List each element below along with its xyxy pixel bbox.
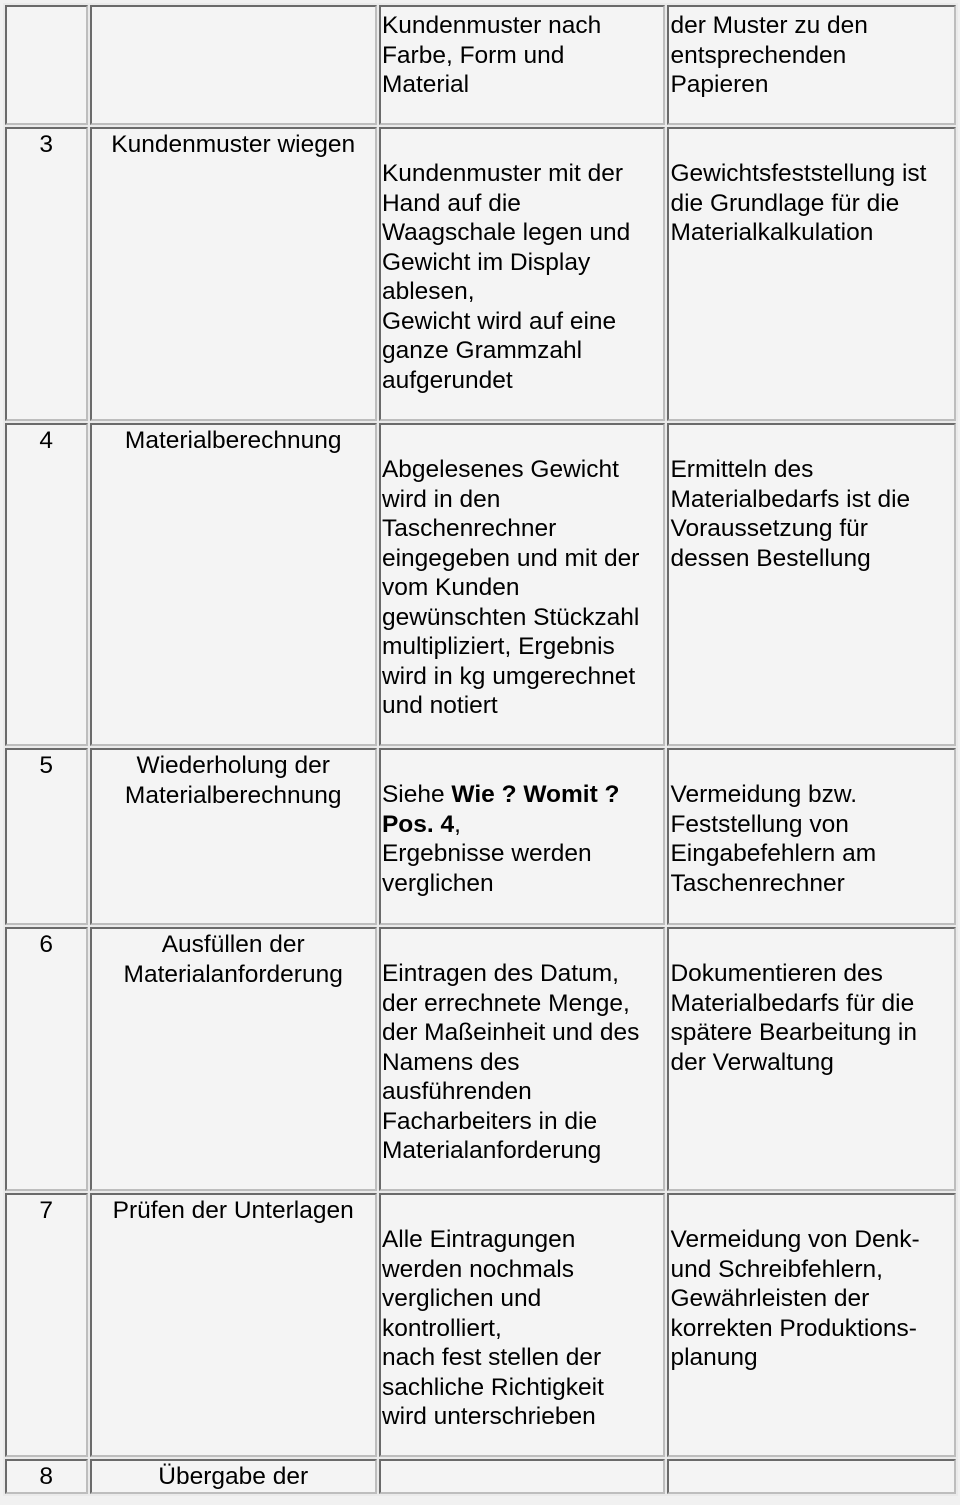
cell-line: der Muster zu den	[670, 12, 868, 39]
cell-line: Gewichtsfeststellung ist	[670, 160, 927, 187]
bold-reference: Pos. 4	[381, 810, 455, 838]
cell-line: kontrolliert,	[381, 1314, 502, 1342]
cell-line: Materialanforderung	[123, 960, 343, 988]
row-number	[5, 5, 88, 125]
how-cell	[379, 127, 666, 421]
cell-line: Materialkalkulation	[670, 219, 874, 246]
cell-line	[382, 810, 662, 840]
cell-line: wird in den	[381, 485, 501, 513]
cell-line: spätere Bearbeitung in	[670, 1019, 917, 1046]
cell-line: vom Kunden	[381, 574, 520, 601]
table-row	[5, 5, 956, 125]
cell-line: die Grundlage für die	[670, 189, 900, 217]
cell-line: und Schreibfehlern,	[670, 1255, 883, 1283]
cell-line: Feststellung von	[670, 810, 849, 838]
cell-line: Namens des	[381, 1048, 520, 1076]
cell-line: Materialanforderung	[381, 1137, 602, 1164]
cell-line: der Verwaltung	[670, 1048, 834, 1076]
cell-line: Materialbedarfs ist die	[670, 485, 911, 513]
cell-line: wird in kg umgerechnet	[381, 662, 636, 690]
step-cell	[90, 423, 377, 746]
cell-line: der errechnete Menge,	[381, 989, 630, 1017]
cell-line: Facharbeiters in die	[381, 1107, 598, 1135]
text-span: ,	[454, 810, 461, 838]
cell-line: Waagschale legen und	[381, 219, 631, 246]
cell-line: werden nochmals	[381, 1255, 574, 1283]
cell-line: wird unterschrieben	[381, 1403, 596, 1430]
why-cell	[667, 423, 956, 746]
cell-line: ausführenden	[381, 1078, 532, 1105]
step-cell	[90, 748, 377, 925]
cell-line: Kundenmuster wiegen	[111, 131, 356, 158]
step-cell	[90, 127, 377, 421]
cell-line: Übergabe der	[158, 1463, 309, 1490]
cell-line: Materialberechnung	[124, 427, 342, 454]
cell-line: Hand auf die	[381, 189, 521, 217]
cell-line: Kundenmuster mit der	[381, 160, 623, 187]
step-cell	[90, 1193, 377, 1457]
cell-line: eingegeben und mit der	[381, 544, 640, 572]
why-cell	[667, 927, 956, 1191]
cell-line: Vermeidung bzw.	[670, 781, 858, 808]
how-cell	[379, 927, 666, 1191]
cell-line: Voraussetzung für	[670, 515, 868, 542]
cell-line: Wiederholung der	[136, 752, 330, 779]
table-row	[5, 423, 956, 746]
row-number: 5	[5, 748, 88, 925]
cell-line: Dokumentieren des	[670, 960, 883, 987]
how-cell	[379, 423, 666, 746]
how-cell	[379, 5, 666, 125]
row-number: 8	[5, 1459, 88, 1494]
row-number: 7	[5, 1193, 88, 1457]
cell-line: Prüfen der Unterlagen	[112, 1197, 354, 1224]
cell-line: Papieren	[670, 71, 769, 98]
step-cell	[90, 1459, 377, 1494]
table-row	[5, 127, 956, 421]
step-cell	[90, 5, 377, 125]
cell-line: gewünschten Stückzahl	[381, 603, 640, 631]
step-cell	[90, 927, 377, 1191]
cell-line: verglichen und	[381, 1285, 542, 1312]
cell-line	[382, 780, 662, 810]
why-cell	[667, 127, 956, 421]
cell-line: entsprechenden	[670, 41, 847, 69]
cell-line: planung	[670, 1344, 758, 1371]
row-number: 4	[5, 423, 88, 746]
cell-line: Eingabefehlern am	[670, 840, 877, 867]
cell-line: Alle Eintragungen	[381, 1226, 576, 1253]
cell-line: Farbe, Form und	[381, 41, 565, 69]
cell-line: sachliche Richtigkeit	[381, 1373, 604, 1401]
cell-line: dessen Bestellung	[670, 544, 871, 572]
cell-line: Abgelesenes Gewicht	[381, 456, 619, 483]
cell-line: ablesen,	[381, 278, 475, 305]
cell-line: Vermeidung von Denk-	[670, 1226, 920, 1253]
cell-line: Ermitteln des	[670, 456, 814, 483]
cell-line: aufgerundet	[381, 366, 513, 394]
cell-line: Materialbedarfs für die	[670, 989, 915, 1017]
cell-line: Ausfüllen der	[161, 931, 305, 958]
cell-line: Material	[381, 71, 470, 98]
how-cell	[379, 1459, 666, 1494]
cell-line: und notiert	[381, 692, 498, 719]
cell-line: Materialberechnung	[124, 781, 342, 809]
table-row	[5, 927, 956, 1191]
bold-reference: Wie ? Womit ?	[451, 781, 620, 808]
how-cell	[379, 1193, 666, 1457]
cell-line: Eintragen des Datum,	[381, 960, 619, 987]
cell-line: multipliziert, Ergebnis	[381, 633, 615, 660]
why-cell	[667, 1193, 956, 1457]
cell-line: Gewicht wird auf eine	[381, 307, 617, 335]
why-cell	[667, 5, 956, 125]
cell-line: Kundenmuster nach	[381, 12, 602, 39]
cell-line: Taschenrechner	[670, 869, 845, 897]
process-table	[3, 3, 958, 1496]
text-span: Siehe	[381, 781, 452, 808]
cell-line: Ergebnisse werden	[381, 840, 592, 867]
why-cell	[667, 748, 956, 925]
row-number: 6	[5, 927, 88, 1191]
row-number: 3	[5, 127, 88, 421]
table-row	[5, 1193, 956, 1457]
why-cell	[667, 1459, 956, 1494]
cell-line: Gewicht im Display	[381, 248, 591, 276]
cell-line: verglichen	[381, 869, 494, 897]
cell-line: nach fest stellen der	[381, 1344, 602, 1371]
cell-line: Taschenrechner	[381, 515, 557, 542]
table-row	[5, 1459, 956, 1494]
cell-line: ganze Grammzahl	[381, 337, 583, 364]
cell-line: der Maßeinheit und des	[381, 1019, 640, 1046]
cell-line: korrekten Produktions-	[670, 1314, 917, 1342]
how-cell	[379, 748, 666, 925]
table-row	[5, 748, 956, 925]
cell-line: Gewährleisten der	[670, 1285, 870, 1312]
